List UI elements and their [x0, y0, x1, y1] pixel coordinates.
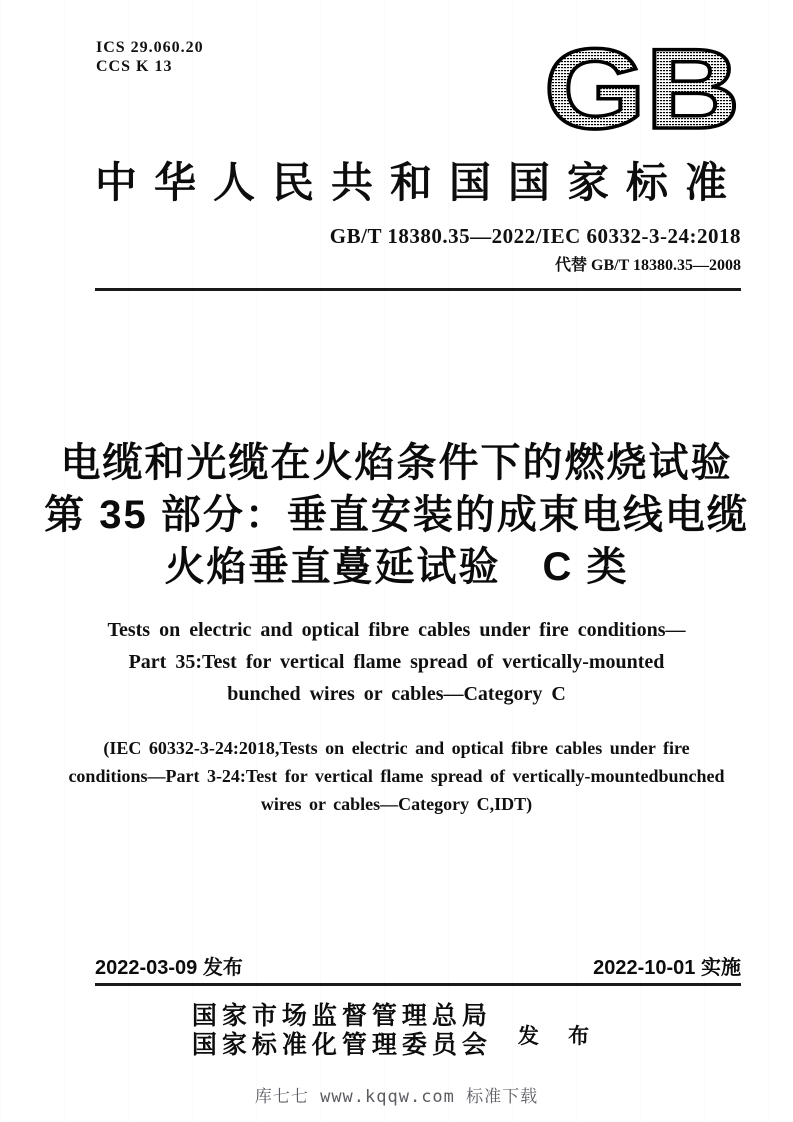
english-title-line-1: Tests on electric and optical fibre cables under fire conditions—	[107, 619, 686, 641]
english-title-line-3: bunched wires or cables—Category C	[227, 683, 566, 705]
publisher-block	[0, 1002, 793, 1060]
iec-reference-line-2: conditions—Part 3-24:Test for vertical flame spread of vertically-mountedbunched	[68, 766, 725, 786]
chinese-title-line-2: 第 35 部分：垂直安装的成束电线电缆	[44, 493, 749, 537]
classification-codes	[96, 38, 204, 76]
ics-code: ICS 29.060.20	[96, 39, 204, 56]
chinese-title	[0, 437, 793, 593]
watermark-text: 库七七 www.kqqw.com 标准下载	[254, 1087, 539, 1107]
dates-row	[95, 951, 741, 980]
iec-reference-line-1: (IEC 60332-3-24:2018,Tests on electric and optical fibre cables under fire	[103, 738, 690, 758]
implementation-date: 2022-10-01 实施	[593, 957, 741, 979]
issue-date: 2022-03-09 发布	[95, 957, 243, 979]
ccs-code: CCS K 13	[96, 58, 173, 75]
standard-number: GB/T 18380.35—2022/IEC 60332-3-24:2018	[329, 224, 741, 248]
publisher-names	[192, 1002, 492, 1060]
national-standard-heading: 中华人民共和国国家标准	[95, 161, 745, 207]
publish-label: 发 布	[517, 1024, 602, 1048]
iec-reference-line-3: wires or cables—Category C,IDT)	[260, 794, 533, 814]
gb-logo-text: GB	[544, 40, 740, 142]
english-title-line-2: Part 35:Test for vertical flame spread of vertically-mounted	[128, 651, 665, 673]
gb-logo-icon	[540, 40, 745, 142]
bottom-divider-line	[95, 983, 741, 986]
replaces-note: 代替 GB/T 18380.35—2008	[555, 257, 741, 274]
top-divider-line	[95, 288, 741, 291]
publisher-name-1: 国家市场监督管理总局	[191, 1003, 492, 1030]
english-title	[0, 614, 793, 710]
chinese-title-line-1: 电缆和光缆在火焰条件下的燃烧试验	[60, 441, 733, 485]
chinese-title-line-3: 火焰垂直蔓延试验 C 类	[164, 545, 629, 589]
iec-reference	[0, 734, 793, 818]
publisher-name-2: 国家标准化管理委员会	[191, 1032, 492, 1059]
